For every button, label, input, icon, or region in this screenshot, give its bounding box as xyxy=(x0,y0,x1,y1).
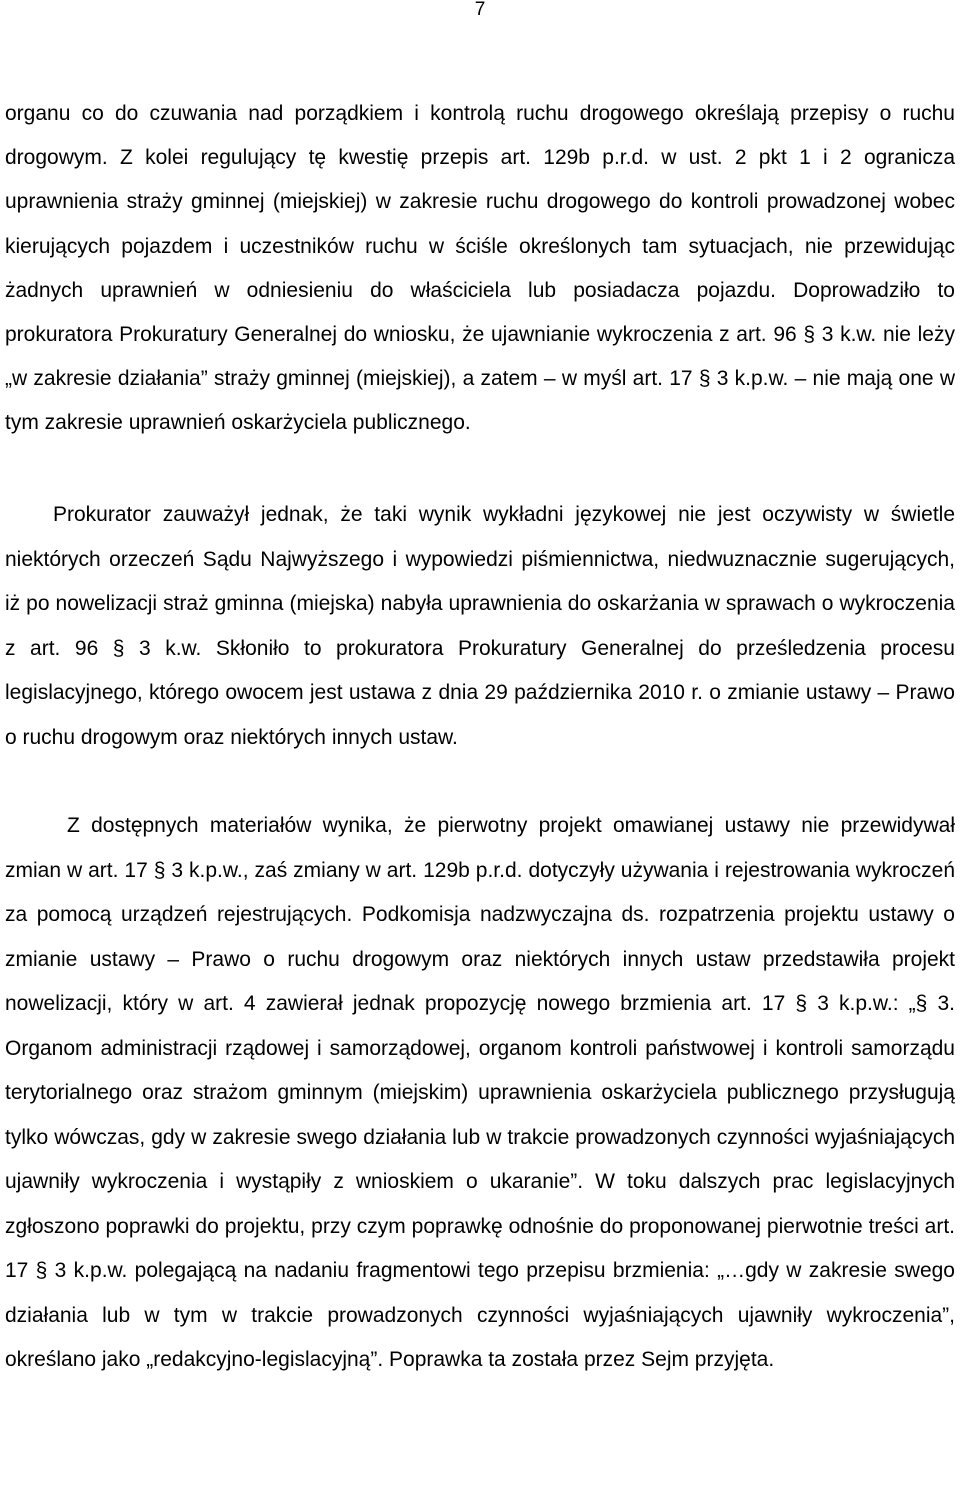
paragraph-3-text: Z dostępnych materiałów wynika, że pierwotny projekt omawianej ustawy nie przewidywał zmian w art. 17 § 3 k.p.w., zaś zmiany w art. 129b p.r.d. dotyczyły używania i rejestrowania wykroczeń za pomocą urządzeń rejestrujących. Podkomisja nadzwyczajna ds. rozpatrzenia projektu ustawy o zmianie ustawy – Prawo o ruchu drogowym oraz niektórych innych ustaw przedstawiła projekt nowelizacji, który w art. 4 zawierał jednak propozycję nowego brzmienia art. 17 § 3 k.p.w.: „§ 3. Organom administracji rządowej i samorządowej, organom kontroli państwowej i kontroli samorządu terytorialnego oraz strażom gminnym (miejskim) uprawnienia oskarżyciela publicznego przysługują tylko wówczas, gdy w zakresie swego działania lub w trakcie prowadzonych czynności wyjaśniających ujawniły wykroczenia i wystąpiły z wnioskiem o ukaranie”. W toku dalszych prac legislacyjnych zgłoszono poprawki do projektu, przy czym poprawkę odnośnie do proponowanej pierwotnie treści art. 17 § 3 k.p.w. polegającą na nadaniu fragmentowi tego przepisu brzmienia: „…gdy w zakresie swego działania lub w tym w trakcie prowadzonych czynności wyjaśniających ujawniły wykroczenia”, określano jako „redakcyjno-legislacyjną”. Poprawka ta została przez Sejm przyjęta. xyxy=(5,814,955,1371)
paragraph-3 xyxy=(5,804,955,1383)
paragraph-2 xyxy=(5,493,955,760)
paragraph-2-text: Prokurator zauważył jednak, że taki wynik wykładni językowej nie jest oczywisty w świetle niektórych orzeczeń Sądu Najwyższego i wypowiedzi piśmiennictwa, niedwuznacznie sugerujących, iż po nowelizacji straż gminna (miejska) nabyła uprawnienia do oskarżania w sprawach o wykroczenia z art. 96 § 3 k.w. Skłoniło to prokuratora Prokuratury Generalnej do prześledzenia procesu legislacyjnego, którego owocem jest ustawa z dnia 29 października 2010 r. o zmianie ustawy – Prawo o ruchu drogowym oraz niektórych innych ustaw. xyxy=(5,503,955,749)
paragraph-1: organu co do czuwania nad porządkiem i kontrolą ruchu drogowego określają przepisy o ruchu drogowym. Z kolei regulujący tę kwestię przepis art. 129b p.r.d. w ust. 2 pkt 1 i 2 ogranicza uprawnienia straży gminnej (miejskiej) w zakresie ruchu drogowego do kontroli prowadzonej wobec kierujących pojazdem i uczestników ruchu w ściśle określonych tam sytuacjach, nie przewidując żadnych uprawnień w odniesieniu do właściciela lub posiadacza pojazdu. Doprowadziło to prokuratora Prokuratury Generalnej do wniosku, że ujawnianie wykroczenia z art. 96 § 3 k.w. nie leży „w zakresie działania” straży gminnej (miejskiej), a zatem – w myśl art. 17 § 3 k.p.w. – nie mają one w tym zakresie uprawnień oskarżyciela publicznego. xyxy=(5,102,955,435)
page-number: 7 xyxy=(474,0,486,20)
